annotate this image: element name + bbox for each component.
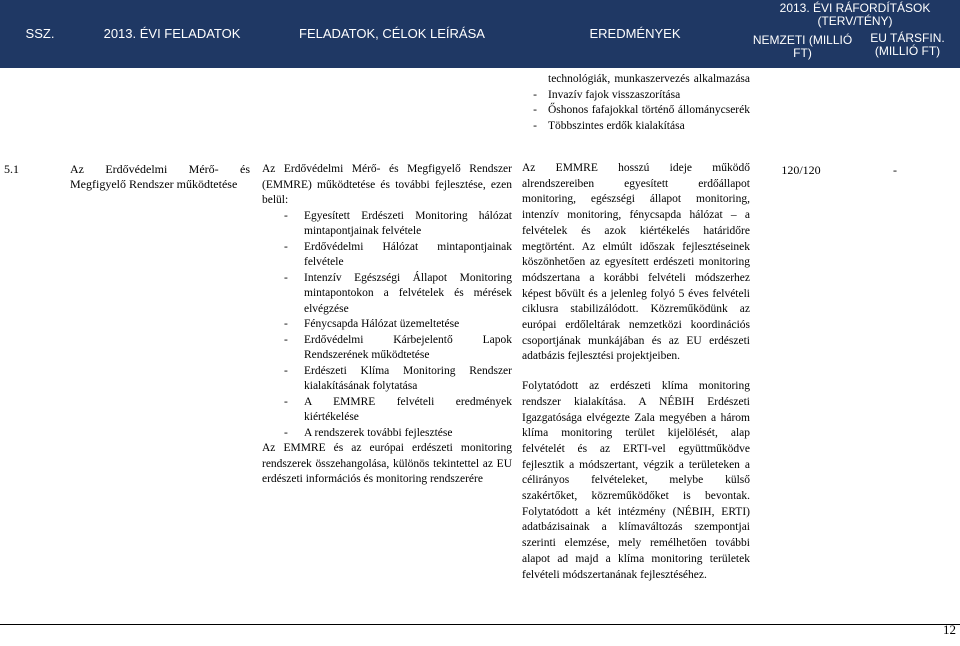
header-costs-title: 2013. ÉVI RÁFORDÍTÁSOK (TERV/TÉNY) (779, 1, 931, 28)
desc-bullet: - Intenzív Egészségi Állapot Monitoring mintapontokon a felvételek és mérések elvégzése (284, 271, 512, 315)
prev-bullet: - Őshonos fafajokkal történő állománycserék (533, 104, 750, 116)
desc-bullet: - Erdővédelmi Hálózat mintapontjainak felvétele (284, 240, 512, 268)
previous-results-continued (522, 72, 750, 134)
desc-bullet: - Erdészeti Klíma Monitoring Rendszer kialakításának folytatása (284, 364, 512, 392)
desc-bullet: - Egyesített Erdészeti Monitoring hálózat mintapontjainak felvétele (284, 209, 512, 237)
prev-bullet: - Többszintes erdők kialakítása (533, 119, 685, 132)
desc-outro: Az EMMRE és az európai erdészeti monitoring rendszerek összehangolása, különös tekintettel az EU erdészeti információs és monitoring rendszerére (262, 442, 512, 485)
desc-intro: Az Erdővédelmi Mérő- és Megfigyelő Rendszer (EMMRE) működtetése és további fejlesztése, ezen belül: (262, 163, 512, 206)
prev-bullet: - Invazív fajok visszaszorítása (533, 88, 681, 101)
page-number: 12 (943, 622, 956, 637)
header-national: NEMZETI (MILLIÓ FT) (752, 33, 853, 60)
national-cost-value: 120/120 (781, 163, 821, 177)
header-results: EREDMÉNYEK (589, 26, 681, 41)
desc-bullet: - Erdővédelmi Kárbejelentő Lapok Rendszerének működtetése (284, 333, 512, 361)
prev-continuation: technológiák, munkaszervezés alkalmazása (548, 73, 750, 85)
row-number: 5.1 (4, 162, 19, 176)
table-bottom-rule (0, 624, 960, 625)
desc-bullet: - Fénycsapda Hálózat üzemeltetése (284, 318, 460, 330)
desc-bullet: - A EMMRE felvételi eredmények kiértékelése (284, 395, 512, 423)
task-name: Az Erdővédelmi Mérő- és Megfigyelő Rendszer működtetése (70, 162, 250, 191)
results-paragraph: Az EMMRE hosszú ideje működő alrendszereiben egyesített erdőállapot monitoring, egészségi állapot monitoring, intenzív monitoring, fénycsapda hálózat – a felvételek és azok kiértékelés határidőre megtörtént. Az elmúlt időszak fejlesztéseinek köszönhetően az egyesített erdészeti monitoring módszertana a korábbi felvételi módszerhez képest bővült és a jelenleg folyó 5 éves felvételi ciklusra stabilizálódott. Közreműködünk az európai erdőleltárak nemzetközi koordinációs csoportjának munkájában és az EU erdészeti adatbázis fejlesztési projektjeiben. (522, 162, 750, 363)
table-header (0, 0, 960, 68)
results-paragraph: Folytatódott az erdészeti klíma monitoring rendszer kialakítása. A NÉBIH Erdészeti Igazgatósága elvégezte Zala megyében a három klíma monitoring terület kijelölését, alap felvételét és az ERTI-vel együttműködve fejlesztik a módszertant, végzik a területeken a célirányos felvételeket, melybe külső szakértőket, közreműködőket is bevontak. Folytatódott a két intézmény (NÉBIH, ERTI) adatbázisainak a klímaváltozás szempontjai szerinti elemzése, mely remélhetően további alapot ad majd a klíma monitoring területek felvételi módszertanának fejlesztéséhez. (522, 380, 750, 581)
header-ssz: SSZ. (25, 26, 55, 41)
header-tasks-2013: 2013. ÉVI FELADATOK (103, 26, 241, 41)
header-eu-cofin: EU TÁRSFIN. (MILLIÓ FT) (870, 31, 945, 58)
desc-bullet: - A rendszerek további fejlesztése (284, 426, 453, 439)
header-goals-description: FELADATOK, CÉLOK LEÍRÁSA (299, 26, 485, 41)
header-costs (750, 0, 960, 68)
task-results (522, 161, 750, 583)
eu-cost-value: - (893, 163, 897, 177)
task-description (262, 162, 512, 488)
